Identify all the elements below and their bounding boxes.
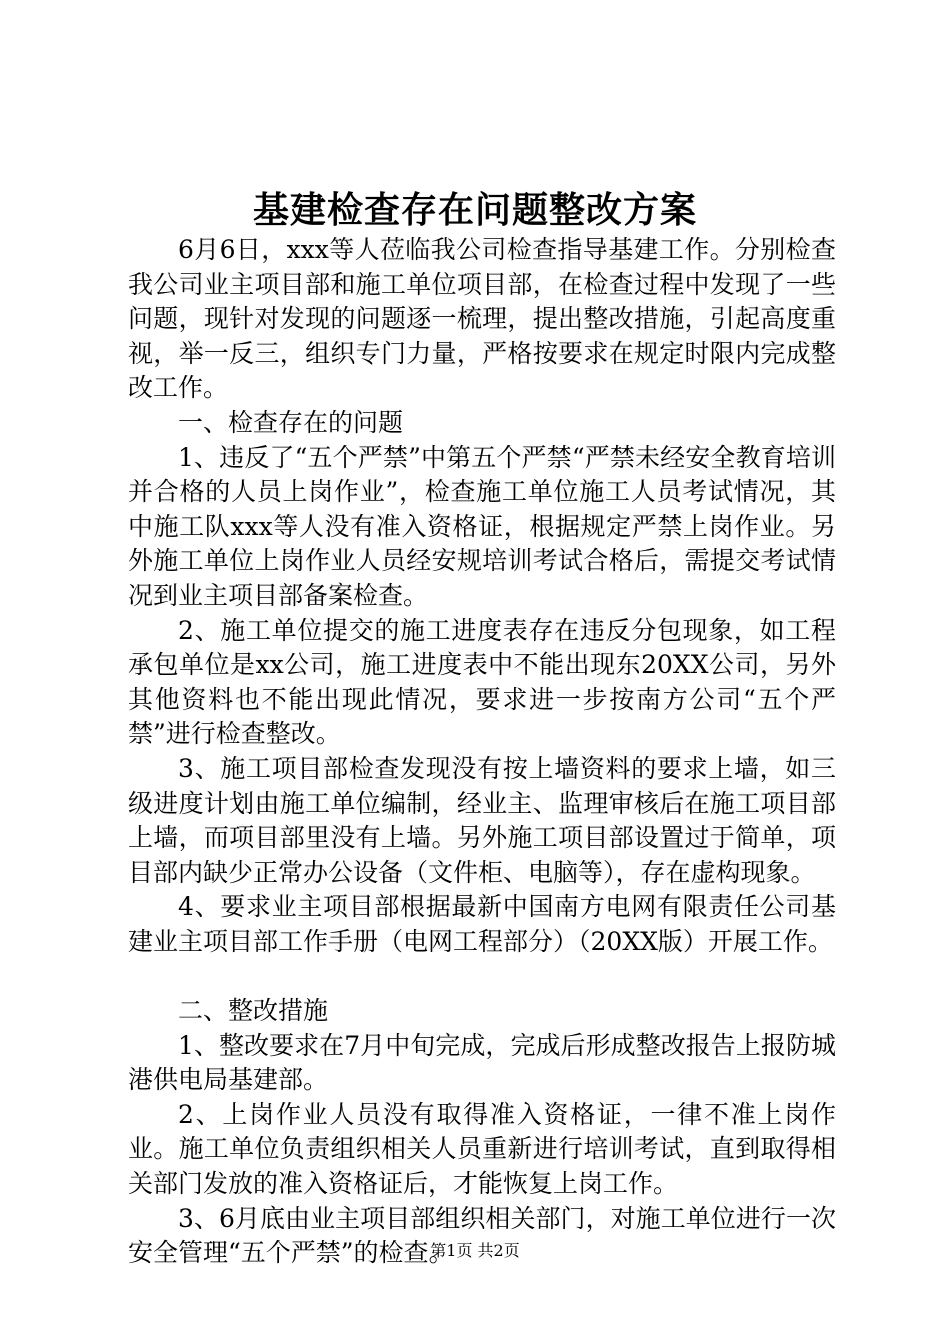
document-body xyxy=(128,233,836,1271)
page-footer: 第1页 共2页 xyxy=(430,1241,520,1260)
problem-item-4: 4、要求业主项目部根据最新中国南方电网有限责任公司基建业主项目部工作手册（电网工程部分）（20XX版）开展工作。 xyxy=(128,892,836,956)
measure-item-2: 2、上岗作业人员没有取得准入资格证，一律不准上岗作业。施工单位负责组织相关人员重新进行培训考试，直到取得相关部门发放的准入资格证后，才能恢复上岗工作。 xyxy=(128,1099,836,1199)
blank-line xyxy=(128,959,836,994)
problem-item-3: 3、施工项目部检查发现没有按上墙资料的要求上墙，如三级进度计划由施工单位编制，经业主、监理审核后在施工项目部上墙，而项目部里没有上墙。另外施工项目部设置过于简单，项目部内缺少正常办公设备（文件柜、电脑等），存在虚构现象。 xyxy=(128,753,836,887)
measure-item-3: 3、6月底由业主项目部组织相关部门，对施工单位进行一次安全管理“五个严禁”的检查。 xyxy=(128,1203,836,1268)
intro-paragraph: 6月6日，xxx等人莅临我公司检查指导基建工作。分别检查我公司业主项目部和施工单位项目部，在检查过程中发现了一些问题，现针对发现的问题逐一梳理，提出整改措施，引起高度重视，举一反三，组织专门力量，严格按要求在规定时限内完成整改工作。 xyxy=(128,235,836,403)
problem-item-2: 2、施工单位提交的施工进度表存在违反分包现象，如工程承包单位是xx公司，施工进度表中不能出现东20XX公司，另外其他资料也不能出现此情况，要求进一步按南方公司“五个严禁”进行检查整改。 xyxy=(128,615,836,749)
document-title: 基建检查存在问题整改方案 xyxy=(252,189,697,231)
section-heading-measures: 二、整改措施 xyxy=(178,996,329,1026)
problem-item-1: 1、违反了“五个严禁”中第五个严禁“严禁未经安全教育培训并合格的人员上岗作业”，检查施工单位施工人员考试情况，其中施工队xxx等人没有准入资格证，根据规定严禁上岗作业。另外施工单位上岗作业人员经安规培训考试合格后，需提交考试情况到业主项目部备案检查。 xyxy=(128,442,836,610)
section-heading-problems: 一、检查存在的问题 xyxy=(178,407,404,437)
measure-item-1: 1、整改要求在7月中旬完成，完成后形成整改报告上报防城港供电局基建部。 xyxy=(128,1030,836,1095)
